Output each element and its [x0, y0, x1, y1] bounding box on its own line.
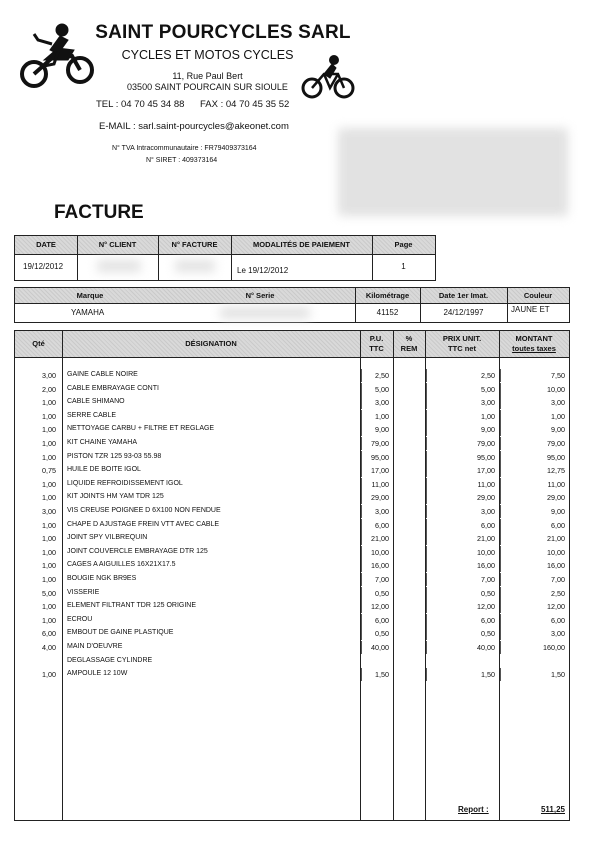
- line-qty: 1,00: [42, 439, 56, 448]
- line-unit-price: 1,00: [375, 411, 389, 421]
- net-price-cell-tick: [426, 437, 427, 450]
- line-designation: CABLE SHIMANO: [67, 398, 125, 406]
- line-unit-price: 1,50: [375, 670, 389, 680]
- net-price-cell-tick: [426, 668, 427, 681]
- line-designation: ECROU: [67, 615, 93, 623]
- line-qty: 4,00: [42, 643, 56, 652]
- net-price-cell-tick: [426, 505, 427, 518]
- header-serial: N° Serie: [245, 291, 275, 300]
- price-cell-tick: [361, 546, 362, 559]
- line-amount: 9,00: [551, 425, 565, 435]
- price-cell-tick: [361, 423, 362, 436]
- net-price-cell-tick: [426, 383, 427, 396]
- line-designation: CHAPE D AJUSTAGE FREIN VTT AVEC CABLE: [67, 520, 220, 528]
- line-qty: 2,00: [42, 384, 56, 394]
- line-net-price: 16,00: [477, 561, 495, 571]
- line-qty: 1,00: [42, 520, 56, 530]
- line-qty: 1,00: [42, 411, 56, 421]
- line-designation: CAGES A AIGUILLES 16X21X17.5: [67, 561, 176, 569]
- amount-cell-tick: [500, 491, 501, 504]
- line-net-price: 3,00: [481, 398, 495, 408]
- net-price-cell-tick: [426, 396, 427, 409]
- line-net-price: 95,00: [477, 452, 495, 462]
- line-qty: 1,00: [42, 547, 56, 557]
- line-qty: 1,00: [42, 425, 56, 435]
- line-amount: 10,00: [547, 547, 565, 557]
- line-qty: 1,00: [42, 602, 56, 612]
- line-designation: KIT JOINTS HM YAM TDR 125: [67, 493, 164, 501]
- amount-cell-tick: [500, 437, 501, 450]
- line-qty: 3,00: [42, 507, 56, 516]
- line-qty: 1,00: [42, 615, 56, 625]
- header-color: Couleur: [523, 291, 553, 300]
- line-designation: NETTOYAGE CARBU + FILTRE ET REGLAGE: [67, 425, 215, 433]
- line-unit-price: 11,00: [371, 479, 389, 489]
- line-designation: ELEMENT FILTRANT TDR 125 ORIGINE: [67, 602, 197, 610]
- line-amount: 79,00: [547, 439, 565, 448]
- price-cell-tick: [361, 410, 362, 423]
- net-price-cell-tick: [426, 410, 427, 423]
- line-unit-price: 21,00: [371, 534, 389, 544]
- net-price-cell-tick: [426, 451, 427, 464]
- line-unit-price: 0,50: [375, 629, 389, 639]
- redacted-invoice-number: [175, 260, 215, 272]
- line-net-price: 17,00: [477, 466, 495, 476]
- line-amount: 6,00: [551, 520, 565, 530]
- line-unit-price: 7,00: [375, 575, 389, 584]
- line-amount: 6,00: [551, 615, 565, 625]
- line-unit-price: 16,00: [371, 561, 389, 571]
- line-amount: 95,00: [547, 452, 565, 462]
- line-unit-price: 29,00: [371, 493, 389, 503]
- vehicle-brand: YAMAHA: [71, 308, 105, 317]
- invoice-lines-table: [14, 330, 570, 821]
- line-net-price: 1,50: [481, 670, 495, 680]
- line-amount: 16,00: [547, 561, 565, 571]
- line-designation: PISTON TZR 125 93-03 55.98: [67, 452, 162, 460]
- line-net-price: 29,00: [477, 493, 495, 503]
- header-mileage: Kilométrage: [365, 291, 410, 300]
- price-cell-tick: [361, 369, 362, 382]
- line-amount: 7,00: [551, 575, 565, 584]
- header-designation: DÉSIGNATION: [185, 339, 237, 348]
- line-designation: EMBOUT DE GAINE PLASTIQUE: [67, 629, 174, 637]
- price-cell-tick: [361, 451, 362, 464]
- net-price-cell-tick: [426, 423, 427, 436]
- price-cell-tick: [361, 532, 362, 545]
- amount-cell-tick: [500, 559, 501, 572]
- line-unit-price: 40,00: [371, 643, 389, 652]
- price-cell-tick: [361, 505, 362, 518]
- line-designation: HUILE DE BOITE IGOL: [67, 466, 141, 474]
- amount-cell-tick: [500, 369, 501, 382]
- price-cell-tick: [361, 614, 362, 627]
- line-unit-price: 3,00: [375, 507, 389, 516]
- line-net-price: 0,50: [481, 629, 495, 639]
- header-net-price-2: TTC net: [448, 344, 476, 353]
- company-siret: N° SIRET : 409373164: [146, 157, 218, 164]
- line-amount: 1,50: [551, 670, 565, 680]
- line-amount: 160,00: [543, 643, 565, 652]
- price-cell-tick: [361, 383, 362, 396]
- line-qty: 1,00: [42, 493, 56, 503]
- line-amount: 12,75: [547, 466, 565, 476]
- amount-cell-tick: [500, 423, 501, 436]
- page-number: 1: [401, 262, 406, 271]
- amount-cell-tick: [500, 532, 501, 545]
- line-designation: DEGLASSAGE CYLINDRE: [67, 656, 153, 664]
- net-price-cell-tick: [426, 641, 427, 654]
- amount-cell-tick: [500, 627, 501, 640]
- line-qty: 1,00: [42, 398, 56, 408]
- company-subtitle: CYCLES ET MOTOS CYCLES: [121, 48, 294, 62]
- company-tel: TEL : 04 70 45 34 88: [96, 99, 185, 110]
- line-designation: MAIN D'OEUVRE: [67, 643, 123, 650]
- price-cell-tick: [361, 437, 362, 450]
- company-fax: FAX : 04 70 45 35 52: [200, 99, 290, 110]
- line-qty: 0,75: [42, 466, 56, 476]
- line-unit-price: 2,50: [375, 371, 389, 380]
- line-net-price: 79,00: [477, 439, 495, 448]
- line-unit-price: 3,00: [375, 398, 389, 408]
- line-unit-price: 6,00: [375, 615, 389, 625]
- amount-cell-tick: [500, 573, 501, 586]
- price-cell-tick: [361, 464, 362, 477]
- header-amount-1: MONTANT: [515, 334, 553, 343]
- header-net-price-1: PRIX UNIT.: [442, 334, 482, 343]
- amount-cell-tick: [500, 668, 501, 681]
- header-unit-price-2: TTC: [369, 344, 384, 353]
- header-payment-terms: MODALITÉS DE PAIEMENT: [253, 240, 350, 249]
- line-amount: 29,00: [547, 493, 565, 503]
- amount-cell-tick: [500, 587, 501, 600]
- line-net-price: 0,50: [481, 588, 495, 598]
- line-designation: VIS CREUSE POIGNEE D 6X100 NON FENDUE: [67, 507, 221, 514]
- amount-cell-tick: [500, 396, 501, 409]
- header-brand: Marque: [76, 291, 104, 300]
- line-designation: JOINT COUVERCLE EMBRAYAGE DTR 125: [67, 547, 208, 555]
- net-price-cell-tick: [426, 519, 427, 532]
- company-name: SAINT POURCYCLES SARL: [95, 22, 351, 43]
- line-unit-price: 10,00: [371, 547, 389, 557]
- invoice-date: 19/12/2012: [23, 262, 64, 271]
- header-invoice-number: N° FACTURE: [171, 240, 218, 249]
- line-designation: CABLE EMBRAYAGE CONTI: [67, 384, 159, 392]
- net-price-cell-tick: [426, 369, 427, 382]
- line-designation: JOINT SPY VILBREQUIN: [67, 534, 148, 542]
- header-discount-2: REM: [400, 344, 418, 353]
- net-price-cell-tick: [426, 546, 427, 559]
- vehicle-registration-date: 24/12/1997: [443, 308, 484, 317]
- header-discount-1: %: [405, 334, 413, 343]
- redacted-client-address: [338, 128, 568, 216]
- line-designation: LIQUIDE REFROIDISSEMENT IGOL: [67, 479, 183, 487]
- amount-cell-tick: [500, 478, 501, 491]
- company-street: 11, Rue Paul Bert: [172, 71, 243, 81]
- line-qty: 6,00: [42, 629, 56, 639]
- line-net-price: 9,00: [481, 425, 495, 435]
- net-price-cell-tick: [426, 478, 427, 491]
- net-price-cell-tick: [426, 573, 427, 586]
- price-cell-tick: [361, 668, 362, 681]
- line-net-price: 1,00: [481, 411, 495, 421]
- invoice-info-table: [14, 235, 436, 281]
- line-net-price: 5,00: [481, 384, 495, 394]
- amount-cell-tick: [500, 383, 501, 396]
- line-amount: 1,00: [551, 411, 565, 421]
- payment-terms-value: Le 19/12/2012: [237, 266, 289, 275]
- line-qty: 1,00: [42, 561, 56, 571]
- line-net-price: 7,00: [481, 575, 495, 584]
- line-designation: VISSERIE: [67, 588, 100, 596]
- line-amount: 12,00: [547, 602, 565, 612]
- line-net-price: 40,00: [477, 643, 495, 652]
- amount-cell-tick: [500, 519, 501, 532]
- net-price-cell-tick: [426, 491, 427, 504]
- company-email: E-MAIL : sarl.saint-pourcycles@akeonet.com: [99, 121, 289, 132]
- price-cell-tick: [361, 627, 362, 640]
- line-net-price: 11,00: [477, 479, 495, 489]
- document-title: FACTURE: [54, 202, 144, 223]
- line-amount: 11,00: [547, 479, 565, 489]
- price-cell-tick: [361, 587, 362, 600]
- price-cell-tick: [361, 491, 362, 504]
- line-qty: 3,00: [42, 371, 56, 380]
- line-designation: BOUGIE NGK BR9ES: [67, 575, 137, 582]
- company-city: 03500 SAINT POURCAIN SUR SIOULE: [127, 82, 288, 92]
- amount-cell-tick: [500, 464, 501, 477]
- line-designation: AMPOULE 12 10W: [67, 670, 128, 678]
- header-client: N° CLIENT: [98, 240, 137, 249]
- line-unit-price: 5,00: [375, 384, 389, 394]
- line-unit-price: 9,00: [375, 425, 389, 435]
- redacted-client-number: [97, 260, 141, 272]
- line-qty: 1,00: [42, 452, 56, 462]
- net-price-cell-tick: [426, 532, 427, 545]
- net-price-cell-tick: [426, 464, 427, 477]
- net-price-cell-tick: [426, 600, 427, 613]
- header-registration-date: Date 1er Imat.: [438, 291, 489, 300]
- price-cell-tick: [361, 600, 362, 613]
- line-qty: 1,00: [42, 575, 56, 584]
- line-designation: SERRE CABLE: [67, 411, 117, 419]
- price-cell-tick: [361, 641, 362, 654]
- line-net-price: 10,00: [477, 547, 495, 557]
- line-net-price: 3,00: [481, 507, 495, 516]
- header-qty: Qté: [32, 339, 45, 348]
- line-amount: 10,00: [547, 384, 565, 394]
- line-qty: 1,00: [42, 479, 56, 489]
- line-amount: 3,00: [551, 398, 565, 408]
- line-qty: 1,00: [42, 670, 56, 680]
- line-net-price: 21,00: [477, 534, 495, 544]
- report-value: 511,25: [540, 805, 565, 814]
- line-net-price: 12,00: [477, 602, 495, 612]
- header-unit-price-1: P.U.: [369, 334, 384, 343]
- line-unit-price: 95,00: [371, 452, 389, 462]
- line-designation: KIT CHAINE YAMAHA: [67, 439, 138, 446]
- amount-cell-tick: [500, 614, 501, 627]
- amount-cell-tick: [500, 451, 501, 464]
- price-cell-tick: [361, 559, 362, 572]
- line-amount: 3,00: [551, 629, 565, 639]
- header-page: Page: [394, 240, 413, 249]
- invoice-lines: [15, 331, 569, 820]
- line-unit-price: 12,00: [371, 602, 389, 612]
- amount-cell-tick: [500, 600, 501, 613]
- line-amount: 9,00: [551, 507, 565, 516]
- amount-cell-tick: [500, 410, 501, 423]
- line-unit-price: 0,50: [375, 588, 389, 598]
- price-cell-tick: [361, 478, 362, 491]
- price-cell-tick: [361, 396, 362, 409]
- line-net-price: 6,00: [481, 520, 495, 530]
- net-price-cell-tick: [426, 627, 427, 640]
- redacted-serial-number: [220, 307, 310, 319]
- header-amount-2: toutes taxes: [512, 344, 556, 353]
- line-net-price: 6,00: [481, 615, 495, 625]
- report-label: Report :: [458, 805, 489, 814]
- line-unit-price: 79,00: [371, 439, 389, 448]
- net-price-cell-tick: [426, 559, 427, 572]
- amount-cell-tick: [500, 505, 501, 518]
- price-cell-tick: [361, 519, 362, 532]
- line-amount: 21,00: [547, 534, 565, 544]
- line-amount: 2,50: [551, 588, 565, 598]
- net-price-cell-tick: [426, 614, 427, 627]
- amount-cell-tick: [500, 546, 501, 559]
- line-unit-price: 6,00: [375, 520, 389, 530]
- vehicle-table: [14, 287, 570, 323]
- header-date: DATE: [36, 240, 56, 249]
- line-qty: 1,00: [42, 534, 56, 544]
- line-unit-price: 17,00: [371, 466, 389, 476]
- line-qty: 5,00: [42, 588, 56, 598]
- amount-cell-tick: [500, 641, 501, 654]
- line-designation: GAINE CABLE NOIRE: [67, 371, 138, 378]
- price-cell-tick: [361, 573, 362, 586]
- company-tva: N° TVA Intracommunautaire : FR79409373164: [112, 145, 257, 152]
- net-price-cell-tick: [426, 587, 427, 600]
- line-net-price: 2,50: [481, 371, 495, 380]
- vehicle-color: JAUNE ET: [511, 305, 550, 314]
- vehicle-mileage: 41152: [376, 308, 399, 317]
- line-amount: 7,50: [551, 371, 565, 380]
